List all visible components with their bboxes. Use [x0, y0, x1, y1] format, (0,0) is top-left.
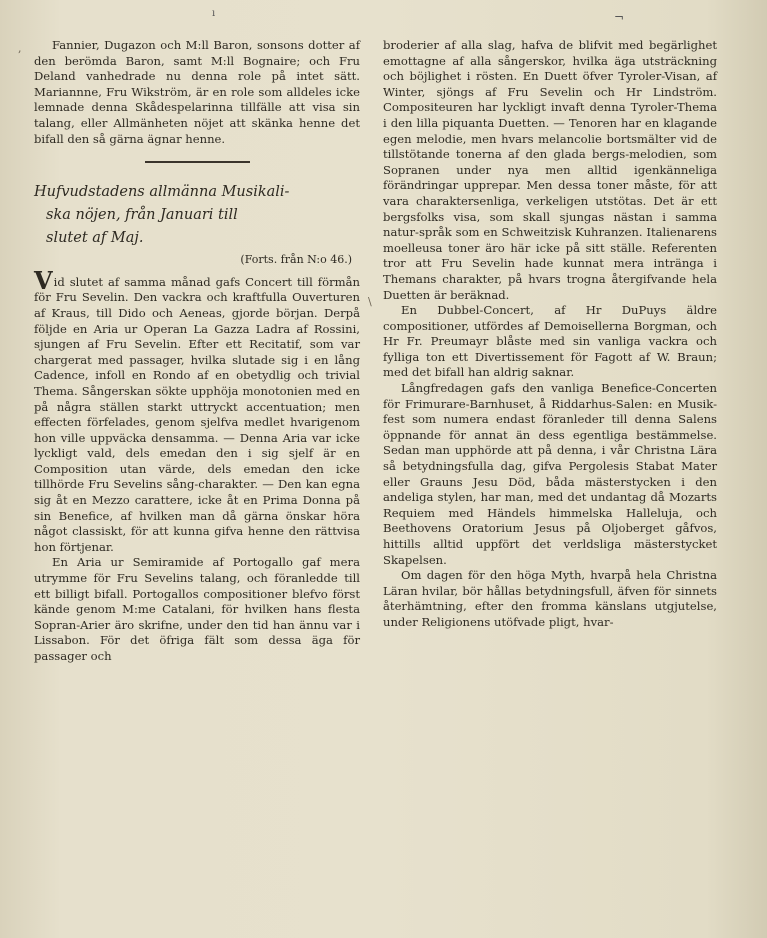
heading-line-3: slutet af Maj.: [46, 230, 144, 247]
left-paragraph-2-text: id slutet af samma månad gafs Concert till förmån för Fru Sevelin. Den vackra och kraftfulla Ouverturen af Kraus, till Dido och Aeneas, gjorde början. Derpå följde en Aria ur Operan La Gazza Ladra af Rossini, sjungen af Fru Sevelin. Efter ett Recitatif, som var chargerat med passager, hvilka slutade sig i en lång Cadence, infoll en Rondo af en obetydlig och trivial Thema. Sångerskan sökte upphöja monotonien med en på några ställen starkt uttryckt accentuation; men effecten förfelades, genom sjelfva medlet hvarigenom hon ville uppväcka densamma. — Denna Aria var icke lyckligt vald, dels emedan den i sig sjelf är en Composition utan värde, dels emedan den icke tillhörde Fru Sevelins sång-charakter. — Den kan egna sig åt en Mezzo carattere, icke åt en Prima Donna på sin Benefice, af hvilken man då gärna önskar höra något classiskt, för att kunna gifva henne den rättvisa hon förtjenar.: [34, 274, 360, 554]
left-paragraph-3: En Aria ur Semiramide af Portogallo gaf mera utrymme för Fru Sevelins talang, och föranledde till ett billigt bifall. Portogallos compositioner blefvo först kände genom M:me Catalani, för hvilken hans flesta Sopran-Arier äro skrifne, under den tid han ännu var i Lissabon. För det öfriga fält som dessa äga för passager och: [34, 555, 360, 663]
heading-line-1: Hufvudstadens allmänna Musikali-: [34, 184, 290, 201]
right-paragraph-2: En Dubbel-Concert, af Hr DuPuys äldre compositioner, utfördes af Demoisellerna Borgman, och Hr Fr. Preumayr blåste med sin vanliga vackra och fylliga ton ett Divertissement för Fagott af W. Braun; med det bifall han aldrig saknar.: [383, 303, 717, 380]
drop-cap: V: [34, 265, 53, 295]
left-column: [34, 38, 360, 665]
left-paragraph-2: [34, 265, 360, 556]
right-paragraph-4: Om dagen för den höga Myth, hvarpå hela Christna Läran hvilar, bör hållas betydningsfull, äfven för sinnets återhämtning, efter den fromma känslans utgjutelse, under Religionens utöfvade pligt, hvar-: [383, 568, 717, 629]
continuation-note: (Forts. från N:o 46.): [240, 253, 352, 267]
margin-mark-center: \: [368, 295, 372, 308]
heading-line-2: ska nöjen, från Januari till: [46, 207, 238, 224]
section-divider: [145, 161, 250, 163]
left-paragraph-1: Fannier, Dugazon och M:ll Baron, sonsons dotter af den berömda Baron, samt M:ll Bognaire; och Fru Deland vanhedrade nu denna role på intet sätt. Mariannne, Fru Wikström, är en role som alldeles icke lemnade denna Skådespelarinna tillfälle att visa sin talang, eller Allmänheten nöjet att skänka henne det bifall den så gärna ägnar henne.: [34, 38, 360, 146]
right-paragraph-3: Långfredagen gafs den vanliga Benefice-Concerten för Frimurare-Barnhuset, å Riddarhus-Salen: en Musik-fest som numera endast föranleder till denna Salens öppnande för annat än dess egentliga bestämmelse. Sedan man upphörde att på denna, i vår Christna Lära så betydningsfulla dag, gifva Pergolesis Stabat Mater eller Grauns Jesu Död, båda mästerstycken i den andeliga stylen, har man, med det undantag då Mozarts Requiem med Händels himmelska Halleluja, och Beethovens Oratorium Jesus på Oljoberget gåfvos, hittills alltid uppfört det verldsliga mästerstycket Skapelsen.: [383, 381, 717, 567]
margin-mark-left: ,: [18, 42, 22, 55]
article-heading: [34, 181, 360, 250]
right-column: [383, 38, 717, 631]
top-tick-mark: ı: [212, 8, 216, 19]
right-paragraph-1: broderier af alla slag, hafva de blifvit med begärlighet emottagne af alla sångerskor, hvilka äga utsträckning och böjlighet i rösten. En Duett öfver Tyroler-Visan, af Winter, sjöngs af Fru Sevelin och Hr Lindström. Compositeuren har lyckligt invaft denna Tyroler-Thema i den lilla piquanta Duetten. — Tenoren har en klagande egen melodie, men hvars melancolie bortsmälter vid de tillstötande tonerna af den glada bergs-melodien, som Sopranen under nya men alltid igenkänneliga förändringar upprepar. Men dessa toner måste, för att vara charaktersenliga, verkeligen utstötas. Det är ett bergsfolks visa, som skall sjungas nästan i samma natur-språk som en Schweitzisk Kuhranzen. Italienarens moelleusa toner äro här icke på sitt ställe. Referenten tror att Fru Sevelin hade kunnat mera intränga i Themans charakter, på hvars trogna återgifvande hela Duetten är beräknad.: [383, 38, 717, 302]
corner-mark: ¬: [614, 10, 625, 24]
